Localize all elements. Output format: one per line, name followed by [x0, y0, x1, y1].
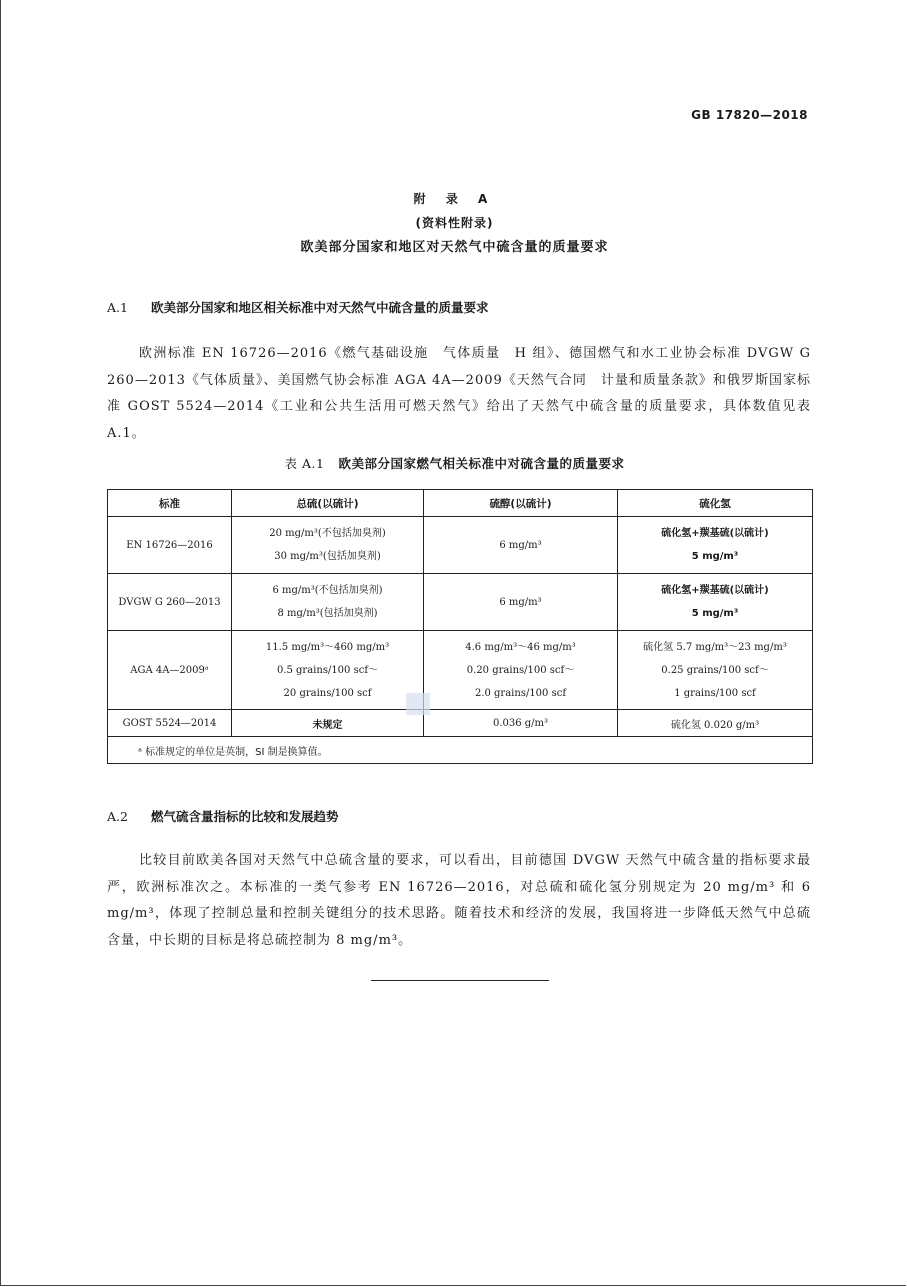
table-cell-total-sulfur	[232, 631, 424, 710]
cell-line: 硫化氢 5.7 mg/m³～23 mg/m³	[643, 641, 787, 653]
table-row	[108, 517, 813, 574]
cell-line: 6 mg/m³(不包括加臭剂)	[272, 585, 383, 596]
cell-line: 硫化氢+羰基硫(以硫计)	[661, 528, 769, 539]
table-footnote: ᵃ 标准规定的单位是英制，SI 制是换算值。	[108, 737, 813, 764]
annex-type: (资料性附录)	[415, 216, 494, 230]
table-cell-total-sulfur	[232, 517, 424, 574]
table-cell-h2s	[618, 517, 813, 574]
section-number: A.1	[107, 300, 128, 315]
table-header-row	[108, 490, 813, 517]
table-cell-standard: GOST 5524—2014	[108, 710, 232, 737]
end-rule-divider	[371, 980, 549, 981]
table-cell-standard: EN 16726—2016	[108, 517, 232, 574]
table-caption-title: 欧美部分国家燃气相关标准中对硫含量的质量要求	[338, 456, 625, 471]
annex-name: 欧美部分国家和地区对天然气中硫含量的质量要求	[300, 240, 609, 255]
sulfur-requirements-table	[107, 489, 813, 764]
cell-line: 0.25 grains/100 scf～	[661, 664, 769, 676]
table-cell-total-sulfur: 未规定	[232, 710, 424, 737]
table-cell-mercaptan: 6 mg/m³	[424, 574, 618, 631]
section-heading-a1	[107, 298, 489, 316]
table-cell-total-sulfur	[232, 574, 424, 631]
section-paragraph: 比较目前欧美各国对天然气中总硫含量的要求，可以看出，目前德国 DVGW 天然气中硫含量的指标要求最严，欧洲标准次之。本标准的一类气参考 EN 16726—2016，对总硫和硫化氢分别规定为 20 mg/m³ 和 6 mg/m³，体现了控制总量和控制关键组分的技术思路。随着技术和经济的发展，我国将进一步降低天然气中总硫含量，中长期的目标是将总硫控制为 8 mg/m³。	[107, 853, 811, 948]
watermark-mark	[406, 693, 430, 715]
table-cell-mercaptan: 6 mg/m³	[424, 517, 618, 574]
cell-line: 20 grains/100 scf	[283, 687, 372, 699]
cell-line: 硫化氢+羰基硫(以硫计)	[661, 585, 769, 596]
cell-line: 20 mg/m³(不包括加臭剂)	[269, 528, 386, 539]
table-row	[108, 631, 813, 710]
table-cell-h2s: 硫化氢 0.020 g/m³	[618, 710, 813, 737]
cell-line: 1 grains/100 scf	[674, 687, 756, 699]
table-cell-h2s	[618, 574, 813, 631]
table-row	[108, 710, 813, 737]
cell-line: 30 mg/m³(包括加臭剂)	[274, 551, 381, 562]
table-footnote-row	[108, 737, 813, 764]
cell-line: 4.6 mg/m³～46 mg/m³	[465, 641, 576, 653]
table-cell-mercaptan: 0.036 g/m³	[424, 710, 618, 737]
section-title: 欧美部分国家和地区相关标准中对天然气中硫含量的质量要求	[151, 300, 489, 315]
table-cell-standard: AGA 4A—2009ᵃ	[108, 631, 232, 710]
table-caption-number: 表 A.1	[284, 456, 325, 471]
table-header-cell: 硫化氢	[618, 490, 813, 517]
cell-line: 11.5 mg/m³～460 mg/m³	[265, 641, 390, 653]
table-caption	[1, 454, 907, 472]
cell-line: 8 mg/m³(包括加臭剂)	[277, 608, 378, 619]
table-header-cell: 标准	[108, 490, 232, 517]
section-number: A.2	[107, 809, 128, 824]
standard-number: GB 17820—2018	[691, 108, 808, 122]
cell-line: 0.20 grains/100 scf～	[466, 664, 575, 676]
cell-line: 2.0 grains/100 scf	[474, 687, 567, 699]
section-paragraph: 欧洲标准 EN 16726—2016《燃气基础设施 气体质量 H 组》、德国燃气和水工业协会标准 DVGW G 260—2013《气体质量》、美国燃气协会标准 AGA 4A—2009《天然气合同 计量和质量条款》和俄罗斯国家标准 GOST 5524—2014《工业和公共生活用可燃天然气》给出了天然气中硫含量的质量要求，具体数值见表 A.1。	[107, 346, 811, 441]
cell-line: 0.5 grains/100 scf～	[276, 664, 379, 676]
table-cell-standard: DVGW G 260—2013	[108, 574, 232, 631]
table-header-cell: 总硫(以硫计)	[232, 490, 424, 517]
section-title: 燃气硫含量指标的比较和发展趋势	[151, 809, 339, 824]
cell-line: 5 mg/m³	[691, 608, 739, 619]
annex-title: 附 录 A	[413, 192, 496, 206]
section-heading-a2	[107, 807, 339, 825]
table-cell-mercaptan	[424, 631, 618, 710]
table-row	[108, 574, 813, 631]
table-cell-h2s	[618, 631, 813, 710]
cell-line: 5 mg/m³	[691, 551, 739, 562]
table-header-cell: 硫醇(以硫计)	[424, 490, 618, 517]
